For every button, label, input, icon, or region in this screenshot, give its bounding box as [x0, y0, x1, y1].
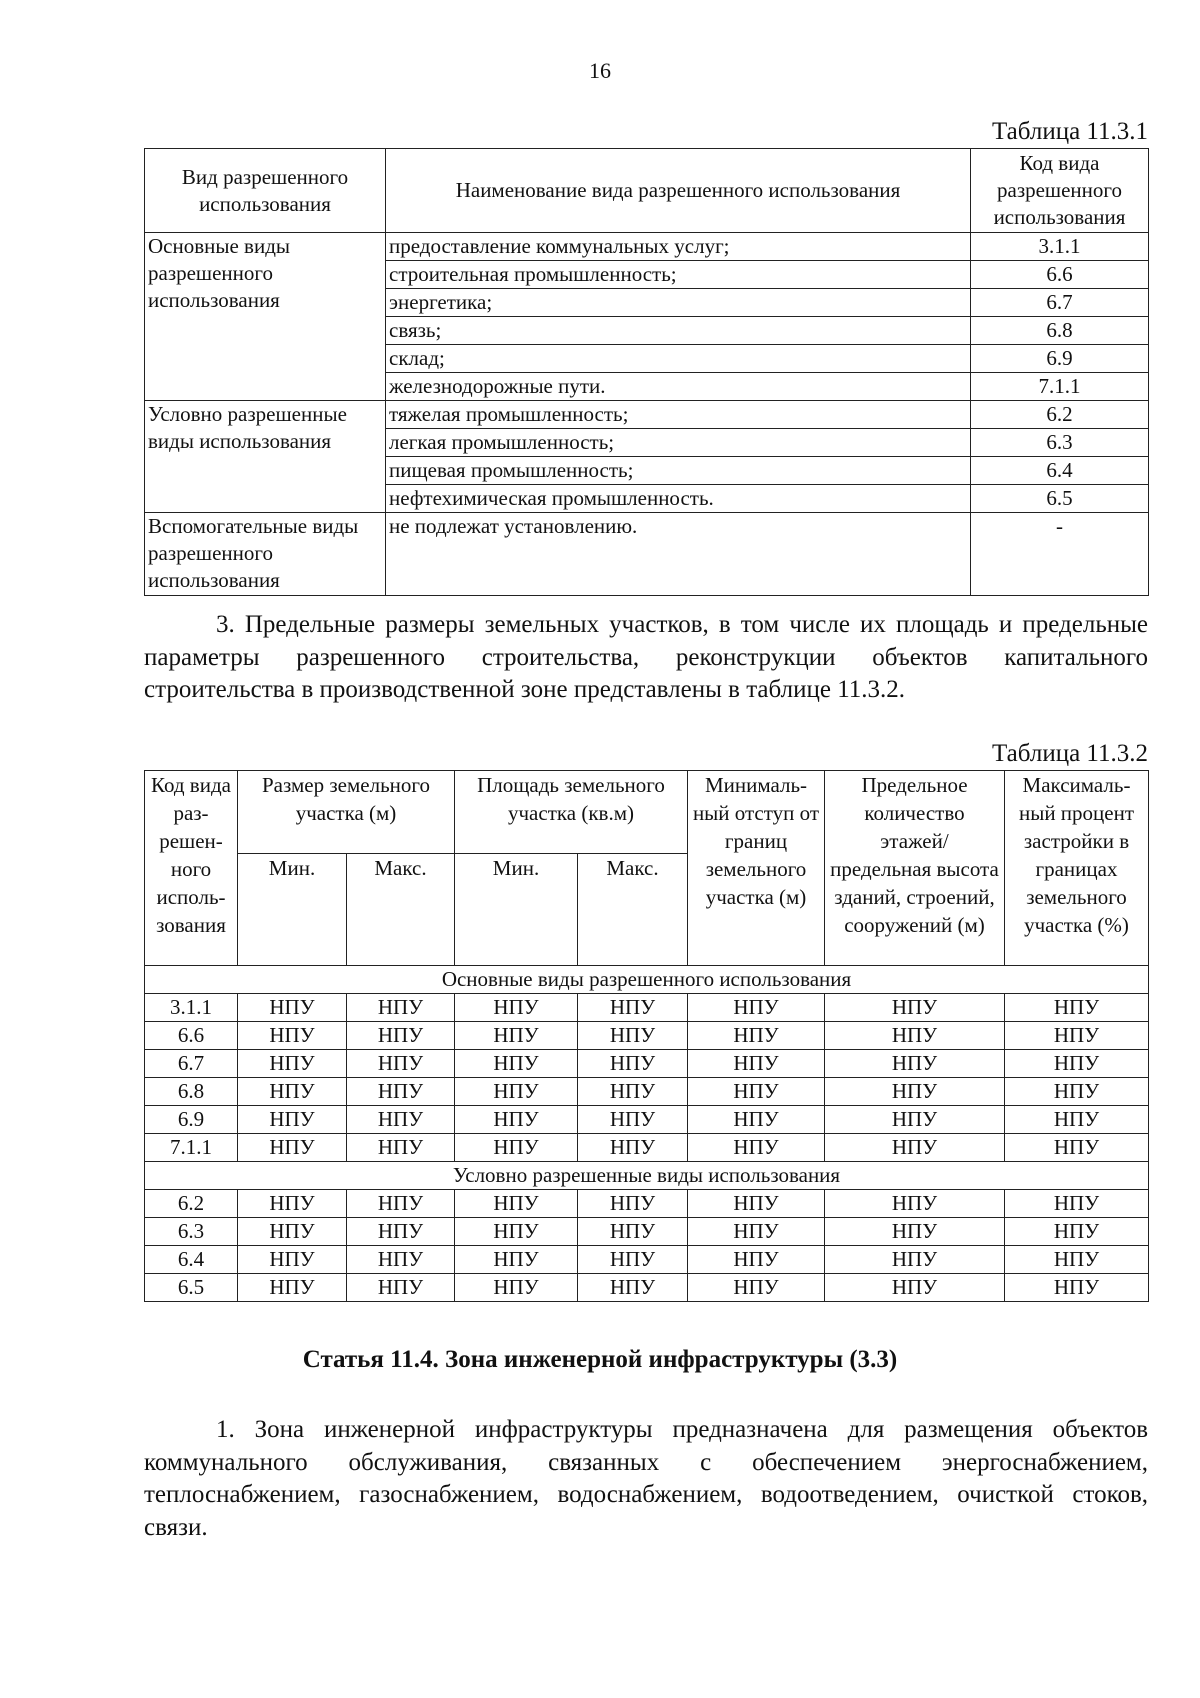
use-code: 6.3	[145, 1218, 238, 1246]
value-cell: НПУ	[347, 1078, 455, 1106]
value-cell: НПУ	[238, 1078, 347, 1106]
table-row	[145, 994, 1149, 1022]
value-cell: НПУ	[688, 1022, 825, 1050]
group-label: Основные виды разрешенного использования	[145, 966, 1149, 994]
use-code: 6.6	[971, 261, 1149, 289]
use-code: 7.1.1	[971, 373, 1149, 401]
table-row	[145, 401, 1149, 429]
value-cell: НПУ	[455, 1246, 578, 1274]
value-cell: НПУ	[455, 1078, 578, 1106]
use-code: 6.4	[145, 1246, 238, 1274]
value-cell: НПУ	[825, 1078, 1005, 1106]
value-cell: НПУ	[578, 1246, 688, 1274]
column-header: Предельное количество этажей/ предельная высота зданий, строений, сооружений (м)	[825, 771, 1005, 966]
use-code: 6.5	[971, 485, 1149, 513]
use-name: пищевая промышленность;	[386, 457, 971, 485]
value-cell: НПУ	[238, 994, 347, 1022]
use-code: 6.8	[145, 1078, 238, 1106]
value-cell: НПУ	[578, 1274, 688, 1302]
table-row	[145, 1050, 1149, 1078]
value-cell: НПУ	[688, 1246, 825, 1274]
value-cell: НПУ	[1005, 1078, 1149, 1106]
value-cell: НПУ	[825, 1050, 1005, 1078]
value-cell: НПУ	[238, 1106, 347, 1134]
value-cell: НПУ	[1005, 1050, 1149, 1078]
use-name: связь;	[386, 317, 971, 345]
value-cell: НПУ	[347, 1190, 455, 1218]
value-cell: НПУ	[238, 1274, 347, 1302]
use-code: 3.1.1	[971, 233, 1149, 261]
value-cell: НПУ	[1005, 1134, 1149, 1162]
value-cell: НПУ	[1005, 1106, 1149, 1134]
column-subheader: Макс.	[578, 854, 688, 966]
parameters-table	[144, 770, 1149, 1302]
value-cell: НПУ	[825, 1218, 1005, 1246]
article-heading: Статья 11.4. Зона инженерной инфраструктуры (3.3)	[302, 1346, 898, 1373]
value-cell: НПУ	[825, 1190, 1005, 1218]
column-header: Площадь земельного участка (кв.м)	[455, 771, 688, 854]
use-name: строительная промышленность;	[386, 261, 971, 289]
column-header: Максималь-ный процент застройки в границах земельного участка (%)	[1005, 771, 1149, 966]
column-header: Наименование вида разрешенного использования	[386, 149, 971, 233]
use-name: тяжелая промышленность;	[386, 401, 971, 429]
value-cell: НПУ	[825, 1134, 1005, 1162]
paragraph: 1. Зона инженерной инфраструктуры предназначена для размещения объектов коммунального обслуживания, связанных с обеспечением энергоснабжением, теплоснабжением, газоснабжением, водоснабжением, водоотведением, очисткой стоков, связи.	[144, 1416, 1148, 1541]
group-row	[145, 966, 1149, 994]
value-cell: НПУ	[455, 1218, 578, 1246]
use-name: энергетика;	[386, 289, 971, 317]
value-cell: НПУ	[688, 994, 825, 1022]
value-cell: НПУ	[238, 1218, 347, 1246]
value-cell: НПУ	[347, 994, 455, 1022]
table-row	[145, 513, 1149, 596]
use-name: легкая промышленность;	[386, 429, 971, 457]
table-row	[145, 1274, 1149, 1302]
column-subheader: Мин.	[238, 854, 347, 966]
use-code: 6.3	[971, 429, 1149, 457]
use-name: нефтехимическая промышленность.	[386, 485, 971, 513]
use-code: 6.2	[971, 401, 1149, 429]
use-code: 6.2	[145, 1190, 238, 1218]
table-caption: Таблица 11.3.1	[992, 118, 1148, 145]
use-code: 6.4	[971, 457, 1149, 485]
value-cell: НПУ	[688, 1218, 825, 1246]
value-cell: НПУ	[1005, 1274, 1149, 1302]
value-cell: НПУ	[688, 1050, 825, 1078]
value-cell: НПУ	[347, 1106, 455, 1134]
use-code: 6.7	[145, 1050, 238, 1078]
value-cell: НПУ	[688, 1078, 825, 1106]
value-cell: НПУ	[578, 994, 688, 1022]
column-subheader: Мин.	[455, 854, 578, 966]
column-header: Код вида разрешенного использования	[971, 149, 1149, 233]
value-cell: НПУ	[347, 1134, 455, 1162]
use-code: 6.6	[145, 1022, 238, 1050]
table-row	[145, 1190, 1149, 1218]
value-cell: НПУ	[688, 1190, 825, 1218]
value-cell: НПУ	[578, 1134, 688, 1162]
value-cell: НПУ	[688, 1106, 825, 1134]
value-cell: НПУ	[455, 1274, 578, 1302]
use-code: 6.9	[971, 345, 1149, 373]
value-cell: НПУ	[455, 1134, 578, 1162]
table-row	[145, 1106, 1149, 1134]
value-cell: НПУ	[455, 1106, 578, 1134]
use-name: не подлежат установлению.	[386, 513, 971, 596]
table-row	[145, 1246, 1149, 1274]
permitted-use-table	[144, 148, 1149, 596]
value-cell: НПУ	[825, 994, 1005, 1022]
column-header: Минималь-ный отступ от границ земельного участка (м)	[688, 771, 825, 966]
value-cell: НПУ	[455, 1050, 578, 1078]
value-cell: НПУ	[688, 1134, 825, 1162]
group-label: Условно разрешенные виды использования	[145, 401, 386, 513]
value-cell: НПУ	[1005, 1246, 1149, 1274]
table-row	[145, 1134, 1149, 1162]
value-cell: НПУ	[347, 1246, 455, 1274]
value-cell: НПУ	[825, 1246, 1005, 1274]
page-number: 16	[589, 58, 611, 83]
value-cell: НПУ	[1005, 1022, 1149, 1050]
value-cell: НПУ	[238, 1050, 347, 1078]
value-cell: НПУ	[455, 994, 578, 1022]
use-code: 6.5	[145, 1274, 238, 1302]
value-cell: НПУ	[578, 1050, 688, 1078]
value-cell: НПУ	[825, 1022, 1005, 1050]
value-cell: НПУ	[238, 1246, 347, 1274]
value-cell: НПУ	[578, 1022, 688, 1050]
value-cell: НПУ	[825, 1106, 1005, 1134]
value-cell: НПУ	[578, 1078, 688, 1106]
value-cell: НПУ	[1005, 1218, 1149, 1246]
use-code: 7.1.1	[145, 1134, 238, 1162]
table-row	[145, 233, 1149, 261]
table-row	[145, 1022, 1149, 1050]
value-cell: НПУ	[455, 1022, 578, 1050]
use-code: 6.8	[971, 317, 1149, 345]
value-cell: НПУ	[1005, 994, 1149, 1022]
column-header: Код вида раз-решен-ного исполь-зования	[145, 771, 238, 966]
group-label: Основные виды разрешенного использования	[145, 233, 386, 401]
column-header: Размер земельного участка (м)	[238, 771, 455, 854]
column-header: Вид разрешенного использования	[145, 149, 386, 233]
column-subheader: Макс.	[347, 854, 455, 966]
value-cell: НПУ	[825, 1274, 1005, 1302]
value-cell: НПУ	[578, 1218, 688, 1246]
use-name: железнодорожные пути.	[386, 373, 971, 401]
value-cell: НПУ	[347, 1050, 455, 1078]
paragraph: 3. Предельные размеры земельных участков, в том числе их площадь и предельные параметры разрешенного строительства, реконструкции объектов капитального строительства в производственной зоне представлены в таблице 11.3.2.	[144, 611, 1148, 703]
value-cell: НПУ	[238, 1190, 347, 1218]
table-row	[145, 1078, 1149, 1106]
value-cell: НПУ	[688, 1274, 825, 1302]
value-cell: НПУ	[455, 1190, 578, 1218]
use-code: 6.7	[971, 289, 1149, 317]
group-label: Вспомогательные виды разрешенного использования	[145, 513, 386, 596]
value-cell: НПУ	[1005, 1190, 1149, 1218]
value-cell: НПУ	[238, 1134, 347, 1162]
use-code: 3.1.1	[145, 994, 238, 1022]
use-code: -	[971, 513, 1149, 596]
group-row	[145, 1162, 1149, 1190]
value-cell: НПУ	[347, 1022, 455, 1050]
group-label: Условно разрешенные виды использования	[145, 1162, 1149, 1190]
value-cell: НПУ	[347, 1218, 455, 1246]
table-row	[145, 1218, 1149, 1246]
use-name: склад;	[386, 345, 971, 373]
table-caption: Таблица 11.3.2	[992, 740, 1148, 767]
use-name: предоставление коммунальных услуг;	[386, 233, 971, 261]
value-cell: НПУ	[238, 1022, 347, 1050]
use-code: 6.9	[145, 1106, 238, 1134]
value-cell: НПУ	[578, 1190, 688, 1218]
value-cell: НПУ	[347, 1274, 455, 1302]
value-cell: НПУ	[578, 1106, 688, 1134]
